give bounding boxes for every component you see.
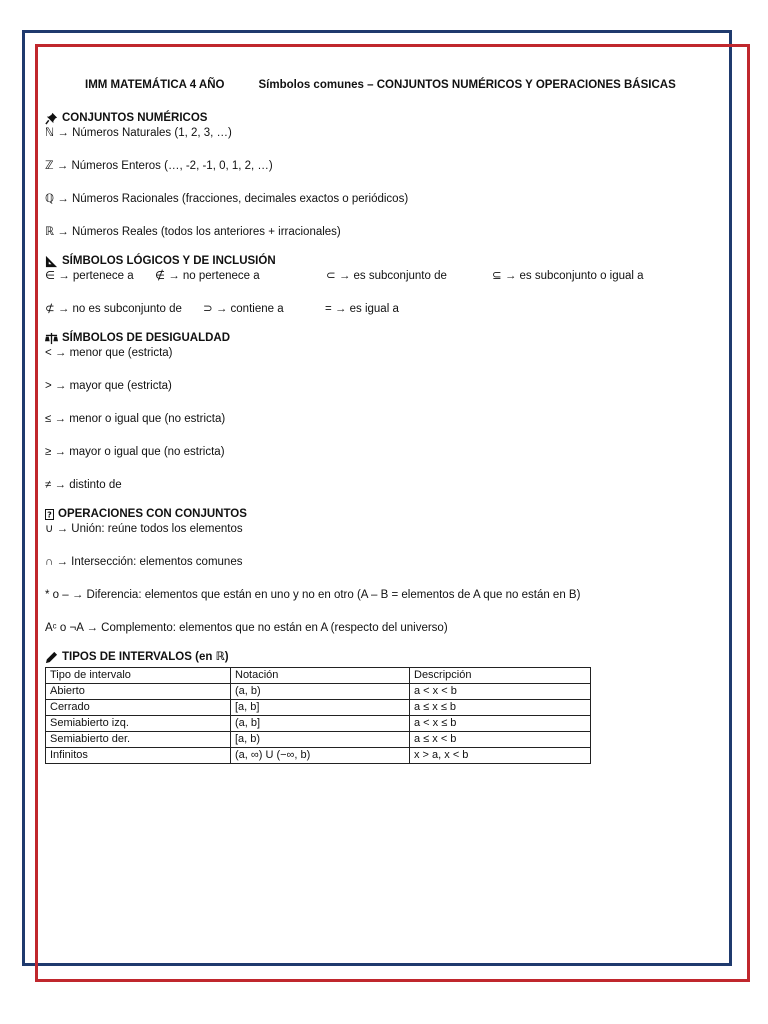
table-cell: (a, ∞) U (−∞, b) <box>231 748 410 764</box>
table-cell: a ≤ x ≤ b <box>410 700 591 716</box>
scales-icon <box>45 332 58 345</box>
symbol-item: = → es igual a <box>325 303 399 315</box>
symbol-item: ⊃ → contiene a <box>203 303 284 315</box>
list-item: ≤ → menor o igual que (no estricta) <box>45 413 226 425</box>
symbol-row <box>45 269 735 284</box>
list-item: ℕ → Números Naturales (1, 2, 3, …) <box>45 127 232 139</box>
list-item: < → menor que (estricta) <box>45 347 173 359</box>
document-title <box>85 78 735 93</box>
table-cell: x > a, x < b <box>410 748 591 764</box>
course-title: IMM MATEMÁTICA 4 AÑO <box>85 79 225 91</box>
section-conjuntos <box>45 111 735 240</box>
missing-glyph-icon <box>45 509 54 520</box>
list-item: ℚ → Números Racionales (fracciones, decimales exactos o periódicos) <box>45 193 409 205</box>
table-row <box>46 748 591 764</box>
list-item: * o – → Diferencia: elementos que están en uno y no en otro (A – B = elementos de A que no están en B) <box>45 589 581 601</box>
table-header-cell: Descripción <box>410 668 591 684</box>
pencil-icon <box>45 651 58 664</box>
section-operaciones <box>45 507 735 636</box>
list-item: ≠ → distinto de <box>45 479 122 491</box>
table-cell: [a, b] <box>231 700 410 716</box>
table-cell: Infinitos <box>46 748 231 764</box>
section-heading <box>45 111 735 126</box>
section-intervalos <box>45 650 735 764</box>
section-title: OPERACIONES CON CONJUNTOS <box>58 508 247 520</box>
table-cell: a < x < b <box>410 684 591 700</box>
table-header-row <box>46 668 591 684</box>
list-item: Aᶜ o ¬A → Complemento: elementos que no están en A (respecto del universo) <box>45 622 448 634</box>
section-logicos <box>45 254 735 317</box>
symbol-item: ⊄ → no es subconjunto de <box>45 303 182 315</box>
list-item: ≥ → mayor o igual que (no estricta) <box>45 446 225 458</box>
symbol-row <box>45 302 735 317</box>
symbol-item: ∈ → pertenece a <box>45 270 134 282</box>
symbol-item: ∉ → no pertenece a <box>155 270 260 282</box>
intervals-table <box>45 667 591 764</box>
table-cell: (a, b] <box>231 716 410 732</box>
svg-text:?: ? <box>47 510 52 520</box>
table-row <box>46 716 591 732</box>
list-item: ℝ → Números Reales (todos los anteriores + irracionales) <box>45 226 341 238</box>
section-title: SÍMBOLOS DE DESIGUALDAD <box>62 332 231 344</box>
triangle-ruler-icon <box>45 255 58 268</box>
table-cell: a < x ≤ b <box>410 716 591 732</box>
table-header-cell: Tipo de intervalo <box>46 668 231 684</box>
section-heading <box>45 331 735 346</box>
list-item: > → mayor que (estricta) <box>45 380 172 392</box>
table-row <box>46 684 591 700</box>
symbol-item: ⊆ → es subconjunto o igual a <box>492 270 644 282</box>
pushpin-icon <box>45 112 58 125</box>
topic-title: Símbolos comunes – CONJUNTOS NUMÉRICOS Y OPERACIONES BÁSICAS <box>258 79 676 91</box>
table-cell: Semiabierto der. <box>46 732 231 748</box>
section-desigualdad <box>45 331 735 493</box>
document-body <box>45 78 735 774</box>
table-header-cell: Notación <box>231 668 410 684</box>
section-title: CONJUNTOS NUMÉRICOS <box>62 112 208 124</box>
list-item: ∪ → Unión: reúne todos los elementos <box>45 523 243 535</box>
table-row <box>46 732 591 748</box>
table-cell: Abierto <box>46 684 231 700</box>
table-cell: Cerrado <box>46 700 231 716</box>
table-cell: (a, b) <box>231 684 410 700</box>
section-heading <box>45 254 735 269</box>
table-cell: Semiabierto izq. <box>46 716 231 732</box>
table-cell: [a, b) <box>231 732 410 748</box>
section-title: TIPOS DE INTERVALOS (en ℝ) <box>62 651 229 663</box>
list-item: ∩ → Intersección: elementos comunes <box>45 556 243 568</box>
table-row <box>46 700 591 716</box>
section-heading <box>45 650 735 665</box>
section-title: SÍMBOLOS LÓGICOS Y DE INCLUSIÓN <box>62 255 276 267</box>
symbol-item: ⊂ → es subconjunto de <box>326 270 447 282</box>
table-cell: a ≤ x < b <box>410 732 591 748</box>
list-item: ℤ → Números Enteros (…, -2, -1, 0, 1, 2, …) <box>45 160 273 172</box>
section-heading <box>45 507 735 522</box>
